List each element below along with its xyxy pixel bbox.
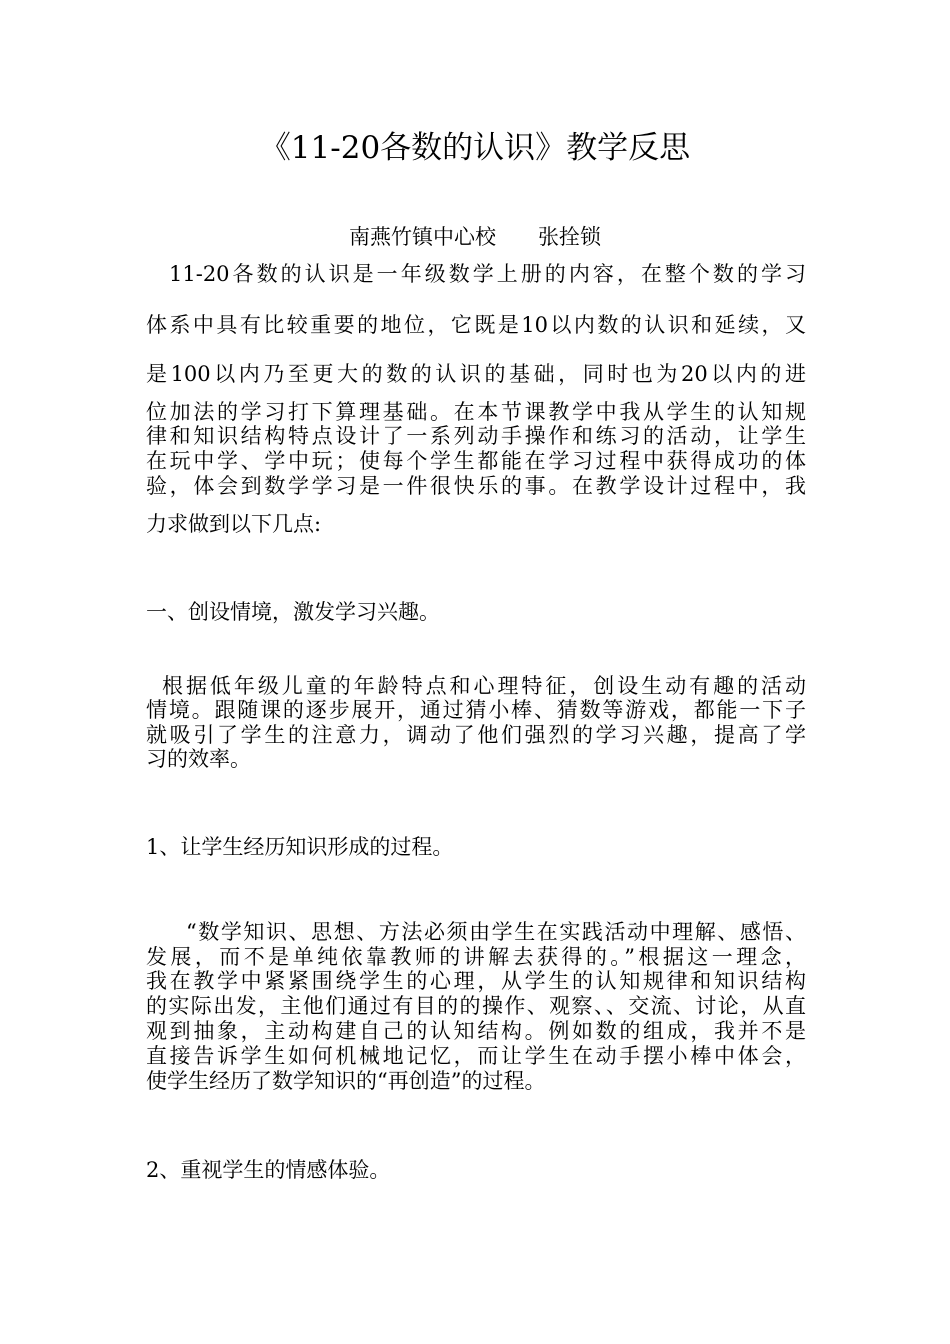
point1-line-1: “数学知识、思想、方法必须由学生在实践活动中理解、感悟、 [186,920,806,944]
intro-line-1: 11-20各数的认识是一年级数学上册的内容，在整个数的学习 [169,262,806,286]
intro-line-8: 力求做到以下几点: [146,512,322,536]
intro-line-5: 律和知识结构特点设计了一系列动手操作和练习的活动，让学生 [146,424,806,448]
intro-line-7: 验，体会到数学学习是一件很快乐的事。在教学设计过程中，我 [146,474,806,498]
author-line [0,222,950,252]
point1-line-2: 发展，而不是单纯依靠教师的讲解去获得的。”根据这一理念， [146,945,806,969]
author-school: 南燕竹镇中心校 [349,225,496,249]
section1-line-1: 根据低年级儿童的年龄特点和心理特征，创设生动有趣的活动 [162,674,806,698]
section1-line-3: 就吸引了学生的注意力，调动了他们强烈的学习兴趣，提高了学 [146,723,806,747]
point1-line-7: 使学生经历了数学知识的“再创造”的过程。 [146,1069,546,1093]
author-name: 张拴锁 [538,225,601,249]
section1-line-4: 习的效率。 [146,747,251,771]
section1-heading: 一、创设情境，激发学习兴趣。 [146,600,440,624]
point2-heading: 2、重视学生的情感体验。 [146,1158,391,1182]
section1-line-2: 情境。跟随课的逐步展开，通过猜小棒、猜数等游戏，都能一下子 [146,698,806,722]
point1-heading: 1、让学生经历知识形成的过程。 [146,835,454,859]
intro-line-2: 体系中具有比较重要的地位，它既是10以内数的认识和延续，又 [146,313,806,337]
point1-line-4: 的实际出发，主他们通过有目的的操作、观察、、交流、讨论，从直 [146,994,806,1018]
intro-line-6: 在玩中学、学中玩；使每个学生都能在学习过程中获得成功的体 [146,449,806,473]
point1-line-6: 直接告诉学生如何机械地记忆，而让学生在动手摆小棒中体会， [146,1044,806,1068]
intro-line-4: 位加法的学习打下算理基础。在本节课教学中我从学生的认知规 [146,400,806,424]
intro-line-3: 是100以内乃至更大的数的认识的基础，同时也为20以内的进 [146,362,806,386]
document-title: 《11-20各数的认识》教学反思 [259,130,691,166]
point1-line-5: 观到抽象，主动构建自己的认知结构。例如数的组成，我并不是 [146,1019,806,1043]
point1-line-3: 我在教学中紧紧围绕学生的心理，从学生的认知规律和知识结构 [146,969,806,993]
